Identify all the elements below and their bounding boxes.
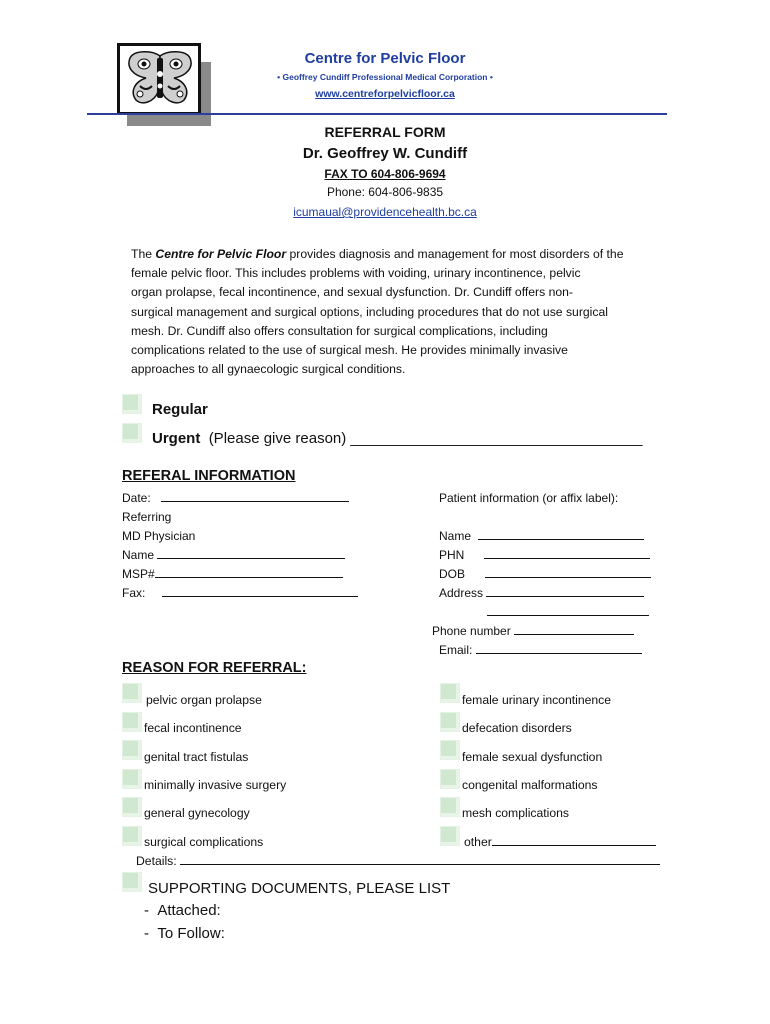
reason-checkbox[interactable]: [122, 712, 142, 732]
intro-paragraph: [131, 245, 691, 379]
reason-checkbox[interactable]: [440, 683, 460, 703]
intro-line: surgical management and surgical options, including procedures that do not use surgical: [131, 304, 608, 319]
other-reason-field[interactable]: other: [464, 835, 656, 849]
dob-field[interactable]: DOB: [439, 567, 651, 581]
reason-checkbox[interactable]: [122, 826, 142, 846]
form-title: REFERRAL FORM: [324, 124, 446, 140]
reason-checkbox[interactable]: [122, 769, 142, 789]
patient-info-label: Patient information (or affix label):: [439, 491, 619, 505]
patient-name-field[interactable]: Name: [439, 529, 644, 543]
phone-number: Phone: 604-806-9835: [326, 185, 444, 199]
reason-label: mesh complications: [462, 806, 570, 820]
physician-fax-field[interactable]: Fax:: [122, 586, 358, 600]
patient-email-field[interactable]: Email:: [439, 643, 642, 657]
intro-line: provides diagnosis and management for most disorders of the: [286, 247, 624, 261]
intro-prefix: The: [131, 247, 156, 261]
intro-line: mesh. Dr. Cundiff also offers consultation for surgical complications, including: [131, 323, 548, 338]
regular-checkbox[interactable]: [122, 394, 142, 414]
urgent-reason-field[interactable]: (Please give reason) ___________________________________: [208, 430, 643, 447]
reason-label: pelvic organ prolapse: [146, 693, 262, 707]
reason-label: genital tract fistulas: [144, 750, 249, 764]
reason-label: general gynecology: [144, 806, 250, 820]
details-field[interactable]: Details:: [136, 854, 660, 868]
address-field[interactable]: Address: [439, 586, 644, 600]
phn-field[interactable]: PHN: [439, 548, 650, 562]
date-field[interactable]: Date:: [122, 491, 349, 505]
reason-label: fecal incontinence: [144, 721, 242, 735]
reason-checkbox[interactable]: [440, 797, 460, 817]
address-line-2[interactable]: [487, 605, 649, 619]
reason-checkbox[interactable]: [122, 797, 142, 817]
contact-email-link[interactable]: icumaual@providencehealth.bc.ca: [293, 205, 477, 219]
intro-line: approaches to all gynaecologic surgical conditions.: [131, 362, 406, 377]
supporting-documents-heading: SUPPORTING DOCUMENTS, PLEASE LIST: [148, 880, 451, 897]
urgent-label: [152, 430, 642, 447]
supporting-documents-checkbox[interactable]: [122, 872, 142, 892]
intro-line: complications related to the use of surgical mesh. He provides minimally invasive: [131, 343, 568, 358]
reason-label: defecation disorders: [462, 721, 572, 735]
referring-label: Referring: [122, 510, 172, 524]
intro-line: organ prolapse, fecal incontinence, and sexual dysfunction. Dr. Cundiff offers non-: [131, 285, 573, 300]
supporting-item-to-follow[interactable]: - To Follow:: [144, 925, 225, 942]
reason-label: female urinary incontinence: [462, 693, 612, 707]
reason-checkbox[interactable]: [440, 712, 460, 732]
intro-centre-name: Centre for Pelvic Floor: [155, 247, 287, 261]
reason-checkbox[interactable]: [122, 740, 142, 760]
reason-checkbox[interactable]: [440, 740, 460, 760]
fax-number: FAX TO 604-806-9694: [324, 167, 446, 181]
md-physician-label: MD Physician: [122, 529, 196, 543]
physician-name-field[interactable]: Name: [122, 548, 345, 562]
reason-heading: REASON FOR REFERRAL:: [122, 660, 307, 676]
website-link[interactable]: www.centreforpelvicfloor.ca: [315, 88, 455, 100]
clinic-title: Centre for Pelvic Floor: [304, 50, 466, 67]
intro-line: female pelvic floor. This includes problems with voiding, urinary incontinence, pelvic: [131, 266, 581, 281]
corporation-subtitle: • Geoffrey Cundiff Professional Medical Corporation •: [277, 72, 493, 82]
msp-field[interactable]: MSP#: [122, 567, 343, 581]
patient-phone-field[interactable]: Phone number: [432, 624, 634, 638]
header-divider: [87, 113, 667, 115]
reason-checkbox[interactable]: [440, 769, 460, 789]
referral-info-heading: REFERAL INFORMATION: [122, 468, 296, 484]
reason-label: minimally invasive surgery: [144, 778, 287, 792]
supporting-item-attached[interactable]: - Attached:: [144, 902, 221, 919]
regular-label: Regular: [152, 401, 208, 418]
urgent-checkbox[interactable]: [122, 423, 142, 443]
reason-label: congenital malformations: [462, 778, 598, 792]
reason-label: female sexual dysfunction: [462, 750, 603, 764]
doctor-name: Dr. Geoffrey W. Cundiff: [302, 145, 468, 162]
reason-checkbox[interactable]: [122, 683, 142, 703]
urgent-text: Urgent: [152, 430, 201, 447]
reason-checkbox[interactable]: [440, 826, 460, 846]
reason-label: surgical complications: [144, 835, 264, 849]
